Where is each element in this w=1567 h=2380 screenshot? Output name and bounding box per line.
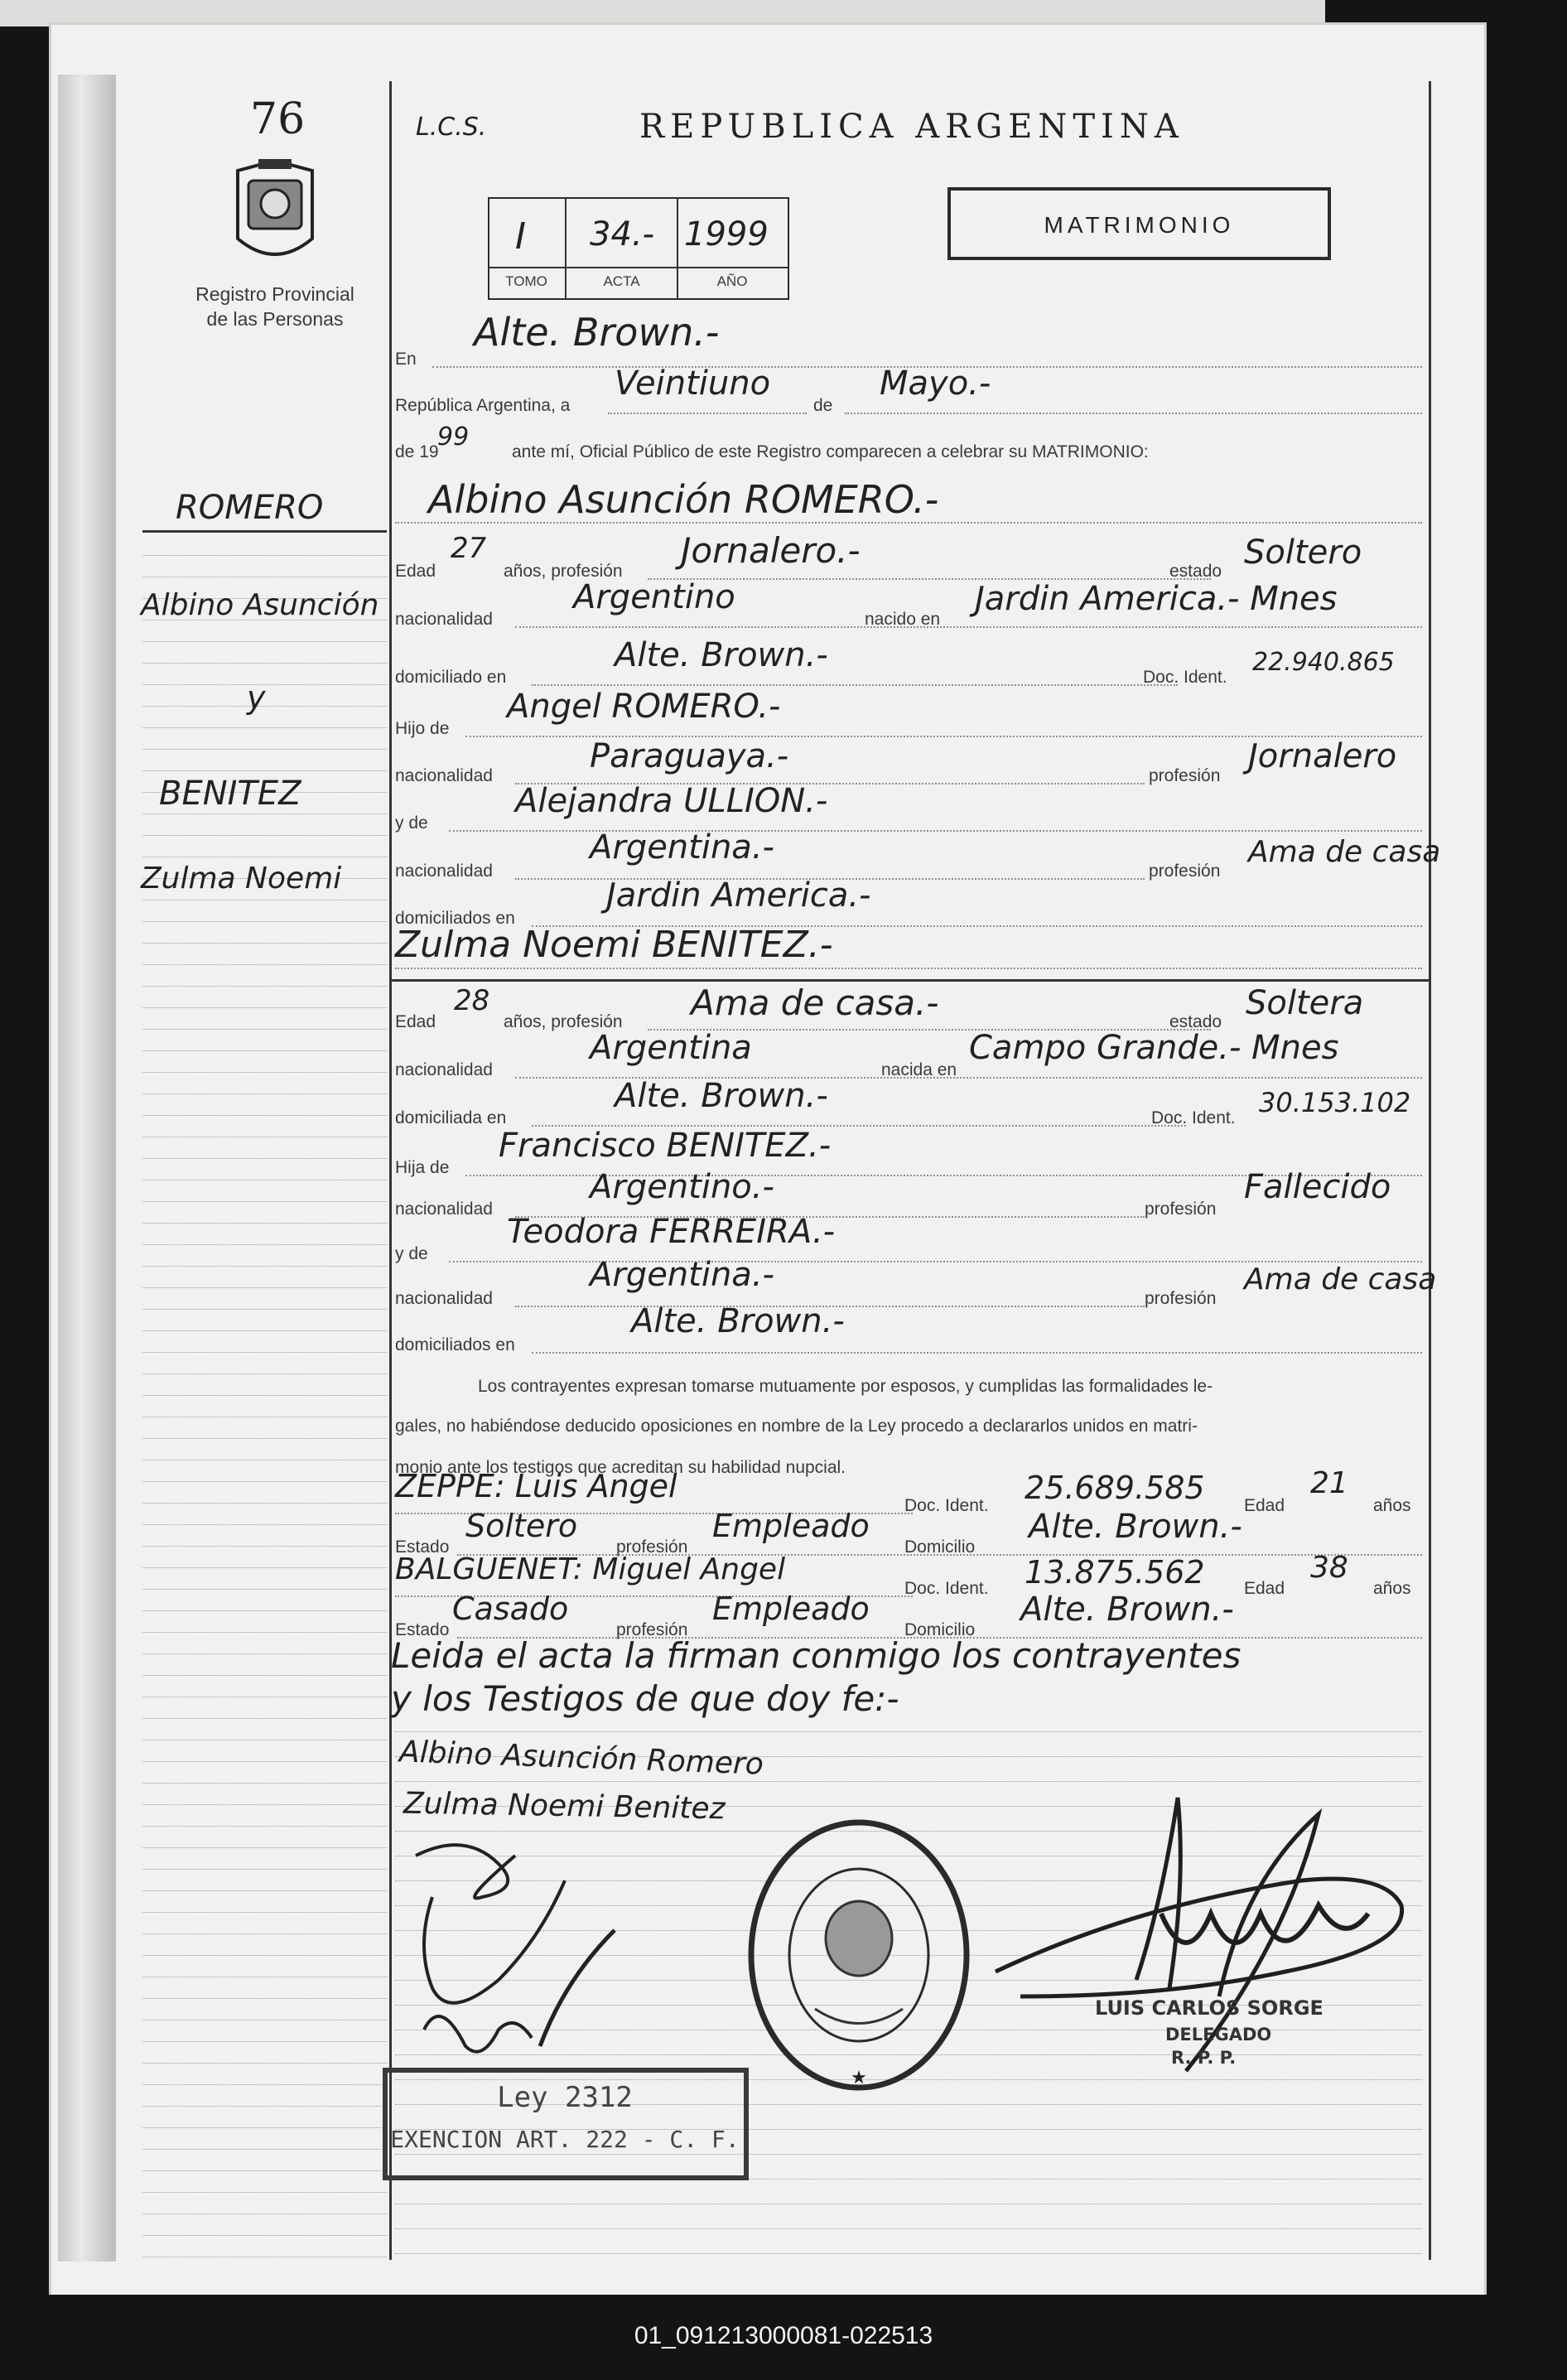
bride-doms-label: domiciliados en — [395, 1335, 515, 1354]
witness1-profesion: Empleado — [712, 1508, 870, 1544]
formal-text-line3: monio ante los testigos que acreditan su habilidad nupcial. — [395, 1458, 846, 1477]
groom-nacionalidad: Argentino — [573, 578, 735, 616]
ledger-line — [142, 1050, 387, 1051]
margin-surname-bride: BENITEZ — [159, 775, 301, 813]
bride-padre-nac-label: nacionalidad — [395, 1200, 493, 1219]
ledger-line — [142, 770, 387, 771]
bride-edad: 28 — [454, 984, 490, 1017]
ledger-line — [142, 2170, 387, 2171]
bride-padre-nac: Argentino.- — [590, 1168, 774, 1206]
ledger-line — [142, 1890, 387, 1891]
ledger-line — [142, 1287, 387, 1288]
groom-full-name: Albino Asunción ROMERO.- — [428, 477, 939, 522]
year-prefix: de 19 — [395, 442, 439, 461]
bride-doc: 30.153.102 — [1259, 1087, 1411, 1118]
ledger-line — [142, 1029, 387, 1030]
margin-surname-groom: ROMERO — [176, 489, 324, 527]
intro-statement: ante mí, Oficial Público de este Registro comparecen a celebrar su MATRIMONIO: — [512, 442, 1149, 461]
bride-nacida-label: nacida en — [881, 1060, 957, 1079]
bride-nacida: Campo Grande.- Mnes — [969, 1029, 1339, 1067]
ledger-line — [142, 1244, 387, 1245]
bride-full-name: Zulma Noemi BENITEZ.- — [395, 924, 833, 966]
ledger-line — [142, 1869, 387, 1870]
ledger-line — [142, 1524, 387, 1525]
signature-groom: Albino Asunción Romero — [398, 1735, 764, 1782]
ledger-line — [142, 1761, 387, 1762]
ledger-line — [142, 835, 387, 836]
groom-yde-label: y de — [395, 813, 428, 833]
bride-profesion: Ama de casa.- — [691, 982, 939, 1023]
witness-signatures-icon — [399, 1831, 730, 2079]
section-divider — [392, 979, 1429, 982]
ledger-line — [142, 1223, 387, 1224]
ledger-line — [142, 641, 387, 642]
bride-doms: Alte. Brown.- — [631, 1302, 845, 1340]
witness2-estado: Casado — [452, 1591, 569, 1627]
ledger-line — [142, 1352, 387, 1353]
ledger-line — [142, 1675, 387, 1676]
ledger-line — [142, 943, 387, 944]
country-header: REPUBLICA ARGENTINA — [639, 108, 1184, 146]
ledger-line — [142, 1438, 387, 1439]
bride-madre-nac: Argentina.- — [590, 1256, 774, 1294]
witness1-dom-label: Domicilio — [904, 1538, 976, 1557]
witness1-domicilio: Alte. Brown.- — [1029, 1508, 1242, 1546]
stamp-line1: Ley 2312 — [497, 2081, 633, 2114]
groom-edad-label: Edad — [395, 562, 436, 581]
witness2-name: BALGUENET: Miguel Angel — [395, 1552, 786, 1586]
groom-domicilio: Alte. Brown.- — [615, 636, 828, 674]
ledger-line — [142, 2041, 387, 2042]
witness1-edad: 21 — [1310, 1466, 1348, 1500]
ledger-line — [142, 1395, 387, 1396]
ledger-line — [142, 1007, 387, 1008]
page-binding — [58, 75, 116, 2262]
groom-hijo-label: Hijo de — [395, 719, 450, 738]
ledger-line — [142, 1933, 387, 1934]
margin-name-groom: Albino Asunción — [141, 588, 379, 622]
registry-round-seal-icon — [739, 1814, 979, 2096]
witness2-doc: 13.875.562 — [1025, 1554, 1205, 1591]
ledger-line — [142, 1912, 387, 1913]
year-value: 99 — [437, 422, 470, 451]
witness1-name: ZEPPE: Luis Angel — [395, 1468, 677, 1504]
witness2-domicilio: Alte. Brown.- — [1020, 1591, 1234, 1629]
ledger-line — [142, 749, 387, 750]
top-fold — [0, 0, 1325, 27]
ledger-line — [142, 663, 387, 664]
ledger-line — [142, 555, 387, 556]
witness2-profesion: Empleado — [712, 1591, 870, 1627]
witness1-estado: Soltero — [465, 1508, 578, 1544]
groom-nacido: Jardin America.- Mnes — [975, 580, 1338, 618]
groom-padre: Angel ROMERO.- — [507, 688, 781, 726]
closing-line2: y los Testigos de que doy fe:- — [391, 1678, 899, 1719]
ledger-line — [142, 1610, 387, 1611]
bride-yde-label: y de — [395, 1244, 428, 1263]
en-label: En — [395, 350, 417, 369]
registry-line2: de las Personas — [206, 308, 344, 330]
signature-bride: Zulma Noemi Benitez — [403, 1786, 726, 1827]
ledger-line — [142, 1804, 387, 1805]
ledger-line — [142, 1093, 387, 1094]
bride-padre-prof: Fallecido — [1244, 1168, 1391, 1206]
groom-edad: 27 — [451, 532, 487, 565]
ledger-line — [142, 1826, 387, 1827]
de-label: de — [813, 396, 833, 415]
groom-padre-prof-label: profesión — [1149, 766, 1221, 785]
witness1-doc: 25.689.585 — [1025, 1470, 1205, 1506]
initials: L.C.S. — [416, 113, 487, 142]
groom-padre-nac: Paraguaya.- — [590, 737, 789, 775]
day-value: Veintiuno — [615, 364, 771, 403]
groom-madre-nac: Argentina.- — [590, 828, 774, 867]
groom-estado-label: estado — [1169, 562, 1222, 581]
formal-text-line2: gales, no habiéndose deducido oposiciones en nombre de la Ley procedo a declararlos unidos en matri- — [395, 1417, 1198, 1436]
month-value: Mayo.- — [880, 364, 991, 403]
provincial-seal-icon — [225, 156, 325, 272]
record-box-divider — [488, 267, 788, 268]
ledger-line — [142, 2235, 387, 2236]
groom-madre: Alejandra ULLION.- — [515, 782, 828, 820]
ledger-line — [142, 1373, 387, 1374]
bride-estado: Soltera — [1246, 984, 1364, 1022]
margin-name-rule — [142, 530, 387, 533]
groom-name-line — [395, 522, 1422, 524]
groom-madre-prof: Ama de casa — [1248, 835, 1441, 869]
witness2-dom-label: Domicilio — [904, 1620, 976, 1639]
ledger-line — [142, 1201, 387, 1202]
officer-title: DELEGADO — [1165, 2025, 1272, 2044]
ledger-line — [395, 1731, 1422, 1732]
ledger-line — [142, 2192, 387, 2193]
doc-type: MATRIMONIO — [1044, 212, 1235, 238]
margin-name-bride: Zulma Noemi — [141, 862, 342, 896]
groom-nac-label: nacionalidad — [395, 610, 493, 629]
ledger-line — [142, 2106, 387, 2107]
ledger-line — [142, 1115, 387, 1116]
register-page — [51, 25, 1484, 2295]
margin-rule — [389, 81, 392, 2260]
bride-doms-line — [532, 1352, 1422, 1354]
ledger-line — [142, 1309, 387, 1310]
ledger-line — [142, 813, 387, 814]
footer-id: 01_091213000081-022513 — [0, 2295, 1567, 2380]
groom-profesion: Jornalero.- — [681, 530, 861, 571]
ledger-line — [142, 921, 387, 922]
ledger-line — [142, 1266, 387, 1267]
groom-doms-label: domiciliados en — [395, 909, 515, 928]
republica-label: República Argentina, a — [395, 396, 571, 415]
ledger-line — [142, 1546, 387, 1547]
bride-madre-prof: Ama de casa — [1244, 1262, 1437, 1296]
bride-madre-prof-label: profesión — [1145, 1289, 1217, 1308]
bride-domicilio: Alte. Brown.- — [615, 1077, 828, 1115]
officer-name: LUIS CARLOS SORGE — [1095, 1996, 1324, 2020]
ledger-line — [395, 2228, 1422, 2229]
ledger-line — [142, 2149, 387, 2150]
witness2-doc-label: Doc. Ident. — [904, 1579, 989, 1598]
ledger-line — [142, 2127, 387, 2128]
ledger-line — [142, 1998, 387, 1999]
tomo-label: TOMO — [505, 273, 547, 289]
witness1-prof-label: profesión — [616, 1538, 688, 1557]
witness1-edad-label: Edad — [1244, 1496, 1285, 1515]
ledger-line — [142, 1072, 387, 1073]
witness2-edad-label: Edad — [1244, 1579, 1285, 1598]
bride-hija-label: Hija de — [395, 1158, 450, 1177]
officer-office: R. P. P. — [1171, 2048, 1237, 2068]
bride-nacionalidad: Argentina — [590, 1029, 752, 1067]
ledger-line — [142, 1653, 387, 1654]
ledger-line — [142, 727, 387, 728]
ledger-line — [142, 1503, 387, 1504]
month-line — [845, 413, 1422, 414]
ledger-line — [142, 1589, 387, 1590]
groom-dom-line — [532, 684, 1178, 686]
groom-nacido-label: nacido en — [865, 610, 941, 629]
registry-line1: Registro Provincial — [195, 283, 354, 305]
acta-label: ACTA — [603, 273, 640, 289]
bride-profesion-label: años, profesión — [504, 1012, 623, 1031]
bride-doc-label: Doc. Ident. — [1151, 1108, 1236, 1127]
ledger-line — [142, 2063, 387, 2064]
ledger-line — [142, 1330, 387, 1331]
anio-label: AÑO — [716, 273, 748, 289]
ledger-line — [142, 1158, 387, 1159]
ledger-line — [142, 2084, 387, 2085]
witness1-doc-label: Doc. Ident. — [904, 1496, 989, 1515]
bride-nac-label: nacionalidad — [395, 1060, 493, 1079]
ledger-line — [142, 1632, 387, 1633]
ledger-line — [142, 986, 387, 987]
ledger-line — [142, 1783, 387, 1784]
witness2-edad: 38 — [1310, 1551, 1348, 1585]
groom-doms: Jardin America.- — [606, 876, 871, 915]
bride-dom-label: domiciliada en — [395, 1108, 507, 1127]
bride-madre-nac-label: nacionalidad — [395, 1289, 493, 1308]
ledger-line — [142, 1955, 387, 1956]
bride-estado-label: estado — [1169, 1012, 1222, 1031]
stamp-line2: EXENCION ART. 222 - C. F. — [390, 2126, 740, 2153]
groom-doc: 22.940.865 — [1252, 648, 1395, 677]
ledger-line — [142, 2213, 387, 2214]
ledger-line — [142, 1718, 387, 1719]
day-line — [608, 413, 807, 414]
groom-padre-nac-label: nacionalidad — [395, 766, 493, 785]
bride-name-line — [395, 968, 1422, 969]
groom-doc-label: Doc. Ident. — [1143, 668, 1227, 687]
acta-value: 34.- — [590, 215, 655, 253]
bride-padre: Francisco BENITEZ.- — [499, 1127, 832, 1165]
witness1-estado-label: Estado — [395, 1538, 450, 1557]
groom-padre-prof: Jornalero — [1248, 737, 1397, 775]
ledger-line — [395, 2253, 1422, 2254]
svg-text:★: ★ — [851, 2068, 867, 2088]
margin-conjunction: y — [247, 679, 266, 716]
en-value: Alte. Brown.- — [474, 310, 720, 355]
witness2-estado-label: Estado — [395, 1620, 450, 1639]
ledger-line — [142, 964, 387, 965]
groom-estado: Soltero — [1244, 533, 1362, 572]
bride-edad-label: Edad — [395, 1012, 436, 1031]
witness2-anos: años — [1373, 1579, 1411, 1598]
groom-madre-nac-label: nacionalidad — [395, 862, 493, 881]
groom-dom-label: domiciliado en — [395, 668, 507, 687]
ledger-line — [142, 1567, 387, 1568]
formal-text-line1: Los contrayentes expresan tomarse mutuamente por esposos, y cumplidas las formalidades le- — [478, 1377, 1213, 1396]
bride-madre: Teodora FERREIRA.- — [507, 1213, 836, 1251]
groom-madre-prof-label: profesión — [1149, 862, 1221, 881]
closing-line1: Leida el acta la firman conmigo los contrayentes — [391, 1635, 1242, 1676]
page-number: 76 — [250, 94, 306, 144]
witness1-anos: años — [1373, 1496, 1411, 1515]
groom-profesion-label: años, profesión — [504, 562, 623, 581]
witness2-prof-label: profesión — [616, 1620, 688, 1639]
ledger-line — [142, 1481, 387, 1482]
anio-value: 1999 — [684, 215, 769, 253]
groom-nac-line — [515, 626, 1422, 628]
ledger-line — [142, 1847, 387, 1848]
bride-padre-prof-label: profesión — [1145, 1200, 1217, 1219]
tomo-value: I — [515, 215, 526, 258]
